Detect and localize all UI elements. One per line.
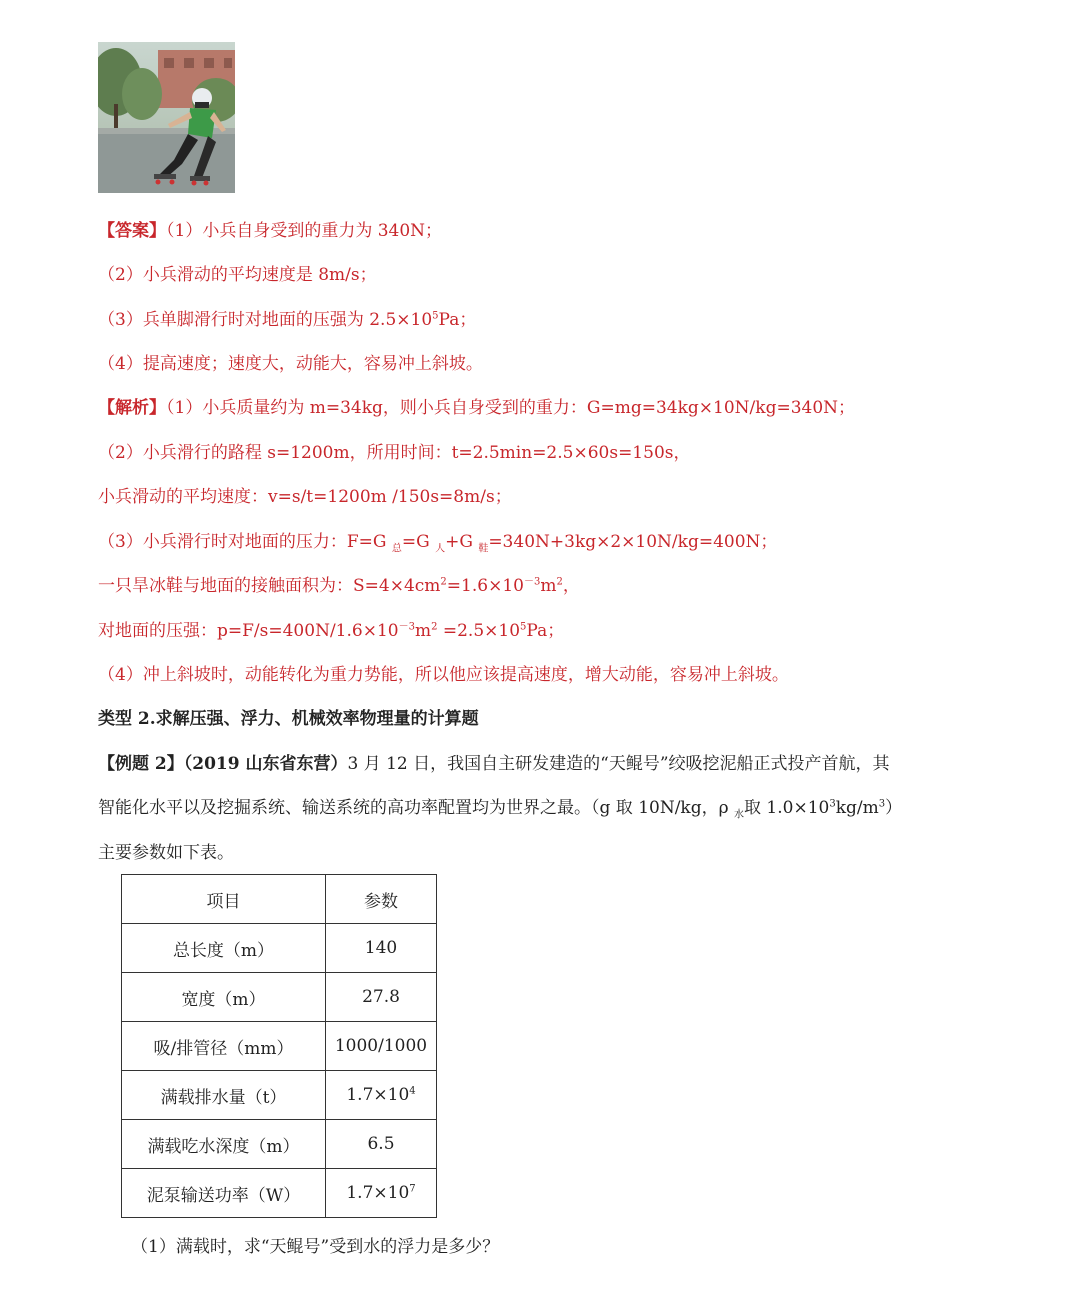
example-2-sup1: 3: [829, 798, 836, 810]
table-row: [122, 973, 437, 1022]
analysis-tag: 【解析】: [98, 398, 166, 418]
row-value-text: 6.5: [367, 1134, 395, 1154]
example-line-3: 主要参数如下表。: [98, 843, 234, 863]
analysis-6c: =2.5×10: [437, 621, 521, 641]
answer-tag: 【答案】: [98, 221, 166, 241]
analysis-4-sub2: 人: [435, 543, 446, 555]
answer-line-2: （2）小兵滑动的平均速度是 8m/s；: [98, 265, 377, 285]
row-value: [326, 924, 437, 973]
row-value: [326, 973, 437, 1022]
row-value-text: 1.7×10: [346, 1085, 410, 1105]
analysis-6-sup1: －3: [398, 621, 415, 633]
answer-text-3b: Pa；: [438, 310, 477, 330]
row-value-text: 27.8: [362, 987, 400, 1007]
analysis-6d: Pa；: [526, 621, 565, 641]
example-text-1: 3 月 12 日，我国自主研发建造的“天鲲号”绞吸挖泥船正式投产首航，其: [347, 754, 890, 774]
analysis-6b: m: [414, 621, 432, 641]
example-2d: ）: [885, 798, 903, 818]
analysis-6-sup3: 5: [520, 621, 527, 633]
row-label: 泥泵输送功率（W）: [122, 1169, 326, 1218]
analysis-5c: m: [540, 576, 557, 596]
table-row: [122, 1022, 437, 1071]
analysis-5-sup2: －3: [523, 576, 541, 588]
answer-line-4: （4）提高速度；速度大，动能大，容易冲上斜坡。: [98, 354, 483, 374]
skater-photo: [98, 42, 235, 193]
table-row: [122, 1169, 437, 1218]
row-value-sup: 7: [409, 1183, 416, 1195]
example-2b: 取 1.0×10: [744, 798, 830, 818]
row-label: 总长度（m）: [122, 924, 326, 973]
answer-text-3-sup: 5: [432, 310, 439, 322]
row-value-text: 1000/1000: [334, 1036, 428, 1056]
example-line-2: [98, 796, 902, 820]
analysis-5-sup1: 2: [440, 576, 447, 588]
row-value-sup: 4: [409, 1085, 416, 1097]
analysis-5-sup3: 2: [556, 576, 563, 588]
analysis-4d: =340N+3kg×2×10N/kg=400N；: [488, 532, 778, 552]
analysis-4a: （3）小兵滑行时对地面的压力：F=G: [98, 532, 392, 552]
analysis-line-6: [98, 619, 564, 643]
table-row: [122, 924, 437, 973]
analysis-text-1: （1）小兵质量约为 m=34kg，则小兵自身受到的重力：G=mg=34kg×10N/kg=340N；: [166, 398, 856, 418]
row-value-text: 1.7×10: [346, 1183, 410, 1203]
analysis-5b: =1.6×10: [446, 576, 524, 596]
header-param: 参数: [326, 875, 437, 924]
table-header-row: [122, 875, 437, 924]
analysis-5d: ，: [562, 576, 580, 596]
table-row: [122, 1120, 437, 1169]
analysis-line-2: （2）小兵滑行的路程 s=1200m，所用时间：t=2.5min=2.5×60s=150s，: [98, 443, 691, 463]
row-label: 宽度（m）: [122, 973, 326, 1022]
example-line-1: [98, 752, 890, 776]
analysis-6a: 对地面的压强：p=F/s=400N/1.6×10: [98, 621, 399, 641]
analysis-line-3: 小兵滑动的平均速度：v=s/t=1200m /150s=8m/s；: [98, 487, 512, 507]
row-value: [326, 1120, 437, 1169]
analysis-4b: =G: [401, 532, 436, 552]
row-label: 满载排水量（t）: [122, 1071, 326, 1120]
analysis-4-sub3: 鞋: [478, 543, 489, 555]
example-2-sub: 水: [734, 809, 745, 821]
question-1: （1）满载时，求“天鲲号”受到水的浮力是多少？: [131, 1237, 500, 1257]
example-2c: kg/m: [835, 798, 879, 818]
row-value-text: 140: [364, 938, 398, 958]
analysis-6-sup2: 2: [431, 621, 438, 633]
analysis-4c: +G: [445, 532, 479, 552]
analysis-5a: 一只旱冰鞋与地面的接触面积为：S=4×4cm: [98, 576, 441, 596]
answer-text-3a: （3）兵单脚滑行时对地面的压强为 2.5×10: [98, 310, 433, 330]
analysis-line-7: （4）冲上斜坡时，动能转化为重力势能，所以他应该提高速度，增大动能，容易冲上斜坡。: [98, 665, 789, 685]
example-2a: 智能化水平以及挖掘系统、输送系统的高功率配置均为世界之最。（g 取 10N/kg，ρ: [98, 798, 735, 818]
answer-line-1: [98, 219, 442, 243]
row-label: 吸/排管径（mm）: [122, 1022, 326, 1071]
table-row: [122, 1071, 437, 1120]
analysis-4-sub1: 总: [391, 543, 402, 555]
example-tag: 【例题 2】（2019 山东省东营）: [98, 754, 348, 774]
row-value: [326, 1022, 437, 1071]
answer-text-1: （1）小兵自身受到的重力为 340N；: [166, 221, 443, 241]
section-heading: 类型 2.求解压强、浮力、机械效率物理量的计算题: [98, 709, 479, 729]
analysis-line-5: [98, 574, 580, 598]
row-value: [326, 1169, 437, 1218]
analysis-line-4: [98, 530, 777, 554]
answer-line-3: [98, 308, 476, 332]
analysis-line-1: [98, 396, 855, 420]
parameters-table: [121, 874, 437, 1218]
example-2-sup2: 3: [878, 798, 886, 810]
header-item: 项目: [122, 875, 326, 924]
row-label: 满载吃水深度（m）: [122, 1120, 326, 1169]
row-value: [326, 1071, 437, 1120]
